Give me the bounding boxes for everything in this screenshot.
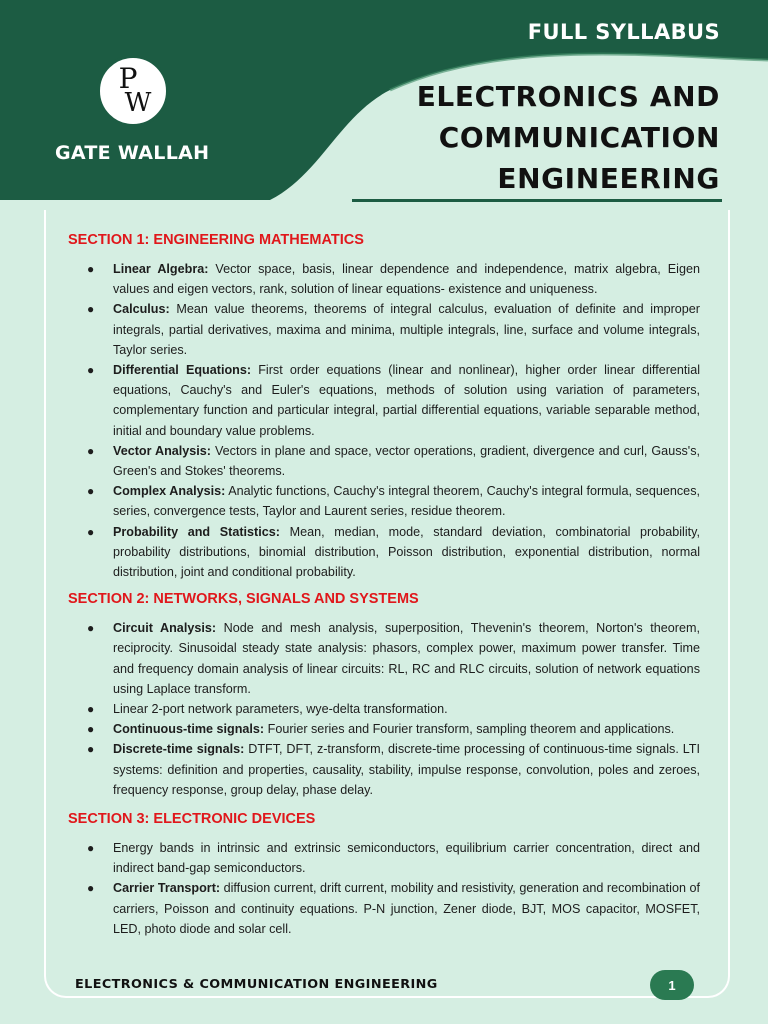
list-item: ● Linear Algebra: Vector space, basis, linear dependence and independence, matrix algebra, Eigen values and eigen vectors, rank, solution of linear equations- existence and uniqueness. bbox=[68, 259, 700, 299]
page-title bbox=[360, 76, 720, 199]
bullet-icon: ● bbox=[87, 363, 95, 378]
bullet-icon: ● bbox=[87, 841, 95, 856]
list-item: ● Vector Analysis: Vectors in plane and space, vector operations, gradient, divergence and curl, Gauss's, Green's and Stokes' theorems. bbox=[68, 441, 700, 481]
logo-letter-w: W bbox=[124, 88, 152, 118]
bullet-icon: ● bbox=[87, 742, 95, 757]
bullet-icon: ● bbox=[87, 722, 95, 737]
section-title: SECTION 1: ENGINEERING MATHEMATICS bbox=[68, 232, 364, 248]
full-syllabus-tag: FULL SYLLABUS bbox=[527, 20, 720, 44]
title-line: COMMUNICATION bbox=[438, 121, 720, 154]
list-item: ● Complex Analysis: Analytic functions, Cauchy's integral theorem, Cauchy's integral formula, sequences, series, convergence tests, Taylor and Laurent series, residue theorem. bbox=[68, 481, 700, 521]
section-title: SECTION 3: ELECTRONIC DEVICES bbox=[68, 811, 316, 828]
section-list bbox=[68, 838, 700, 939]
bullet-icon: ● bbox=[87, 302, 95, 317]
list-item: ● Energy bands in intrinsic and extrinsic semiconductors, equilibrium carrier concentration, direct and indirect band-gap semiconductors. bbox=[68, 838, 700, 878]
bullet-icon: ● bbox=[87, 262, 95, 276]
title-line: ELECTRONICS AND bbox=[416, 80, 720, 113]
logo-letter-p: P bbox=[118, 62, 138, 95]
section-title: SECTION 2: NETWORKS, SIGNALS AND SYSTEMS bbox=[68, 591, 419, 608]
section-list bbox=[68, 618, 700, 800]
list-item: ● Circuit Analysis: Node and mesh analysis, superposition, Thevenin's theorem, Norton's theorem, reciprocity. Sinusoidal steady state analysis: phasors, complex power, maximum power transfer. Time and frequency domain analysis of linear circuits: RL, RC and RLC circuits, solution of network equations using Laplace transform. bbox=[68, 618, 700, 699]
bullet-icon: ● bbox=[87, 881, 95, 896]
bullet-icon: ● bbox=[87, 524, 95, 539]
title-underline bbox=[352, 199, 722, 202]
brand-name: GATE WALLAH bbox=[55, 142, 210, 164]
page-number-badge: 1 bbox=[650, 970, 694, 1000]
list-item: ● Carrier Transport: diffusion current, drift current, mobility and resistivity, generation and recombination of carriers, Poisson and continuity equations. P-N junction, Zener diode, BJT, MOS capacitor, MOSFET, LED, photo diode and solar cell. bbox=[68, 878, 700, 939]
bullet-icon: ● bbox=[87, 443, 95, 458]
bullet-icon: ● bbox=[87, 484, 95, 499]
bullet-icon: ● bbox=[87, 702, 95, 717]
list-item: ● Linear 2-port network parameters, wye-delta transformation. bbox=[68, 699, 700, 719]
list-item: ● Differential Equations: First order equations (linear and nonlinear), higher order linear differential equations, Cauchy's and Euler's equations, methods of solution using variation of parameters, complementary function and particular integral, partial differential equations, variable separable method, initial and boundary value problems. bbox=[68, 360, 700, 441]
pw-logo bbox=[97, 55, 169, 127]
section-list bbox=[68, 259, 700, 582]
list-item: ● Calculus: Mean value theorems, theorems of integral calculus, evaluation of definite and improper integrals, partial derivatives, maxima and minima, multiple integrals, line, surface and volume integrals, Taylor series. bbox=[68, 299, 700, 360]
bullet-icon: ● bbox=[87, 621, 95, 636]
title-line: ENGINEERING bbox=[497, 162, 720, 195]
list-item: ● Discrete-time signals: DTFT, DFT, z-transform, discrete-time processing of continuous-time signals. LTI systems: definition and properties, causality, stability, impulse response, convolution, poles and zeroes, frequency response, group delay, phase delay. bbox=[68, 739, 700, 800]
list-item: ● Continuous-time signals: Fourier series and Fourier transform, sampling theorem and applications. bbox=[68, 719, 700, 739]
list-item: ● Probability and Statistics: Mean, median, mode, standard deviation, combinatorial probability, probability distributions, binomial distribution, Poisson distribution, exponential distribution, normal distribution, joint and conditional probability. bbox=[68, 522, 700, 583]
footer-title: ELECTRONICS & COMMUNICATION ENGINEERING bbox=[75, 977, 438, 992]
syllabus-content bbox=[68, 227, 700, 939]
